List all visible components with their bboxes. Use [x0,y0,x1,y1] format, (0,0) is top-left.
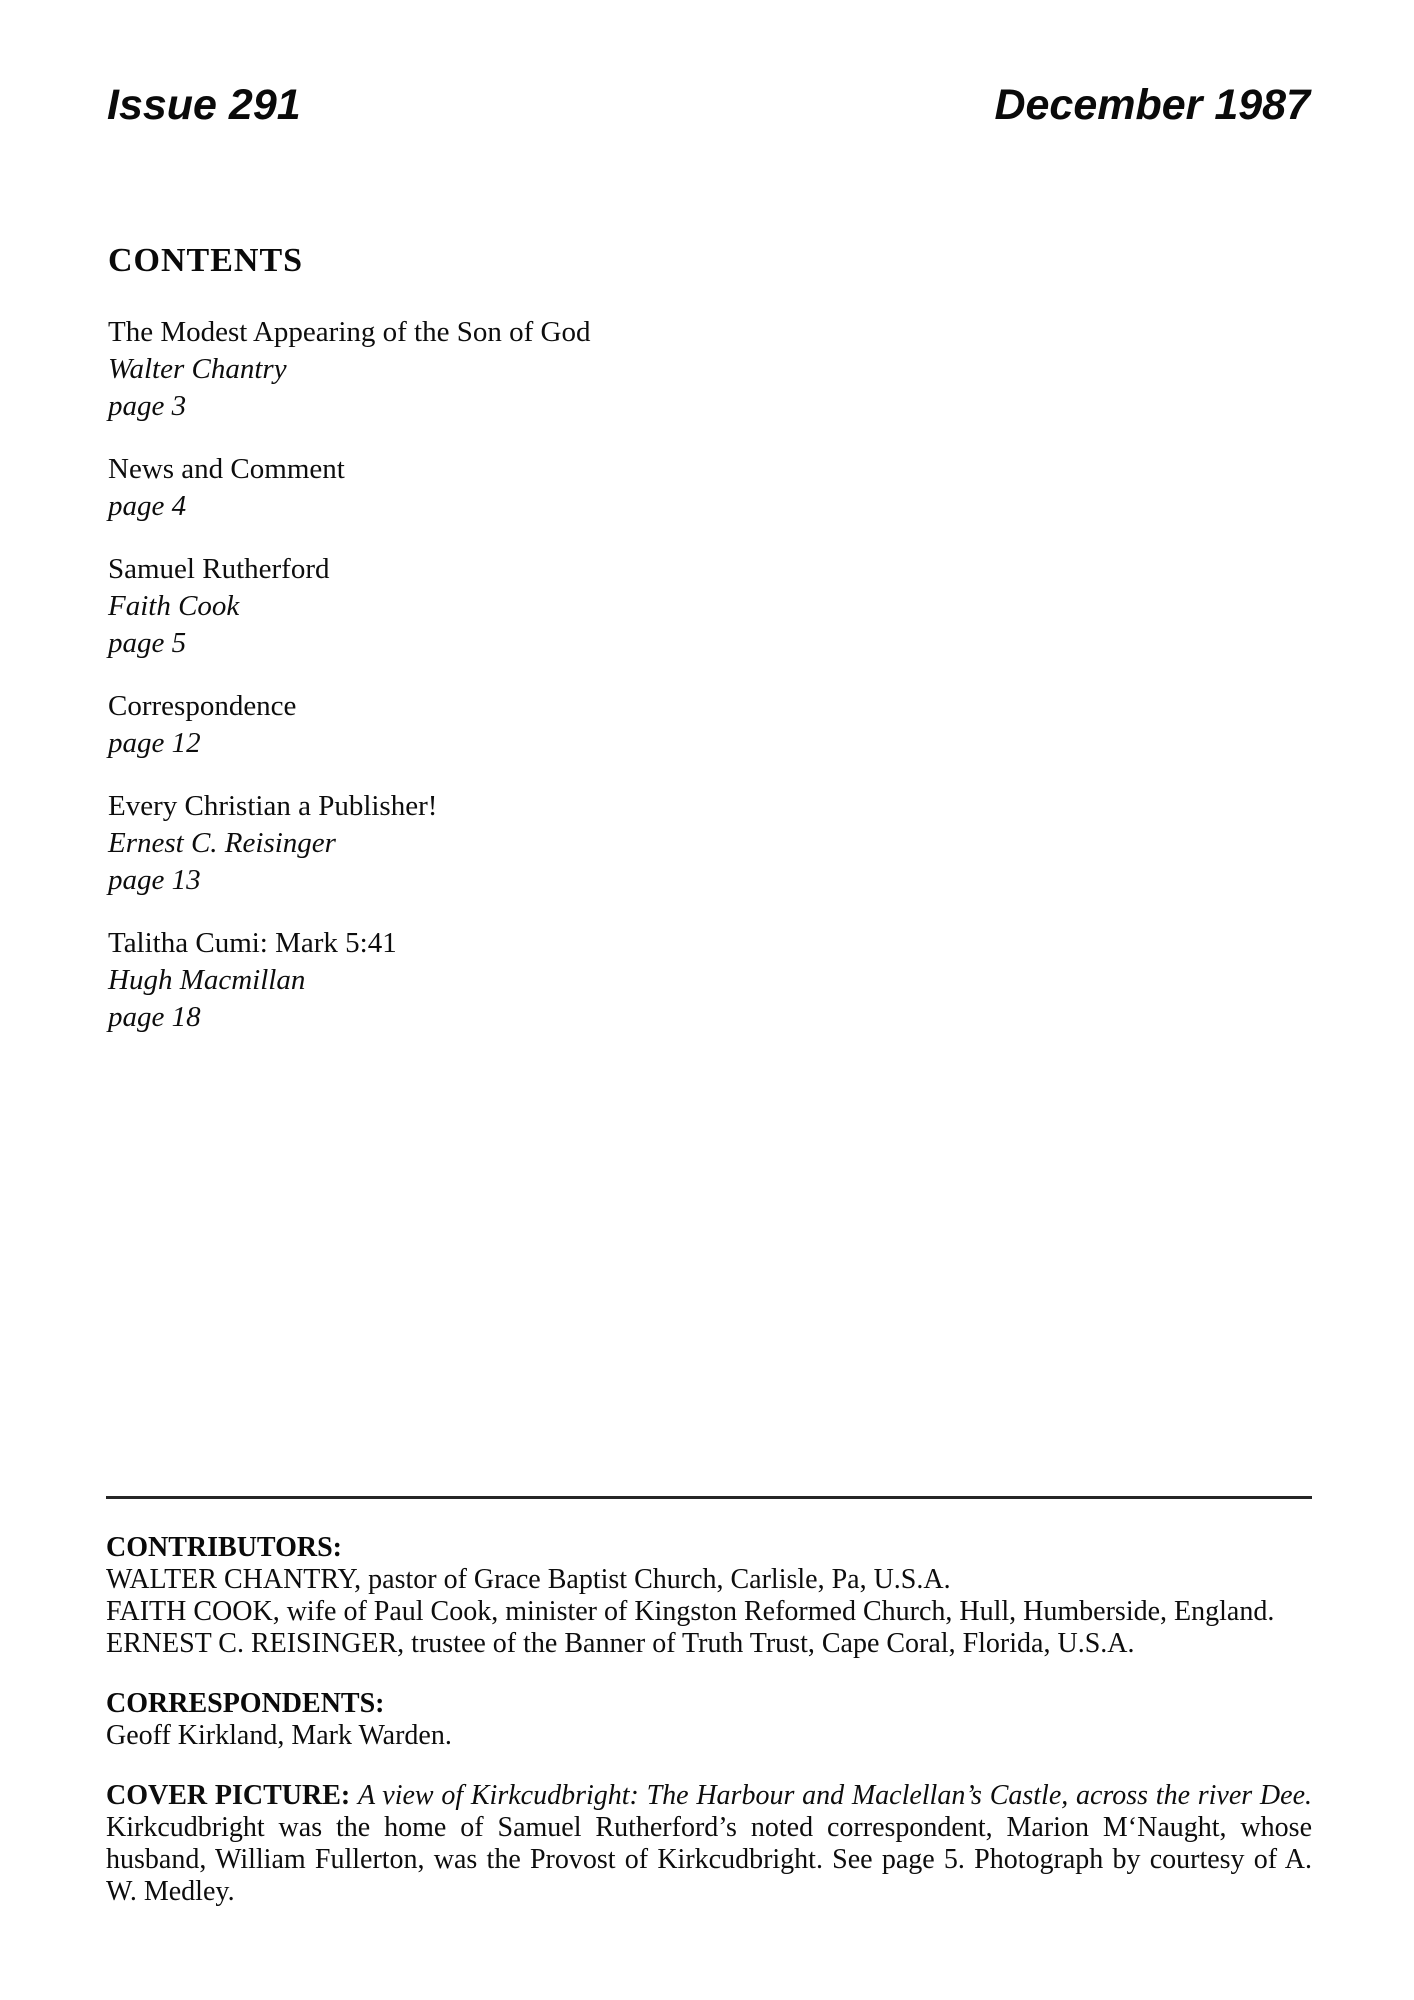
correspondents-list [106,1720,1312,1752]
contributors-heading: CONTRIBUTORS: [106,1532,342,1563]
toc-entry-page: page 3 [108,390,187,422]
correspondents-section [106,1688,1312,1752]
issue-date: December 1987 [994,81,1310,129]
correspondents-heading: CORRESPONDENTS: [106,1688,385,1719]
toc-entry-title: Every Christian a Publisher! [108,790,438,822]
toc-entry-title: The Modest Appearing of the Son of God [108,316,591,348]
toc-entry [108,314,1414,425]
cover-picture-note [106,1780,1312,1908]
toc-entry [108,925,1414,1036]
toc-entry-page: page 12 [108,727,201,759]
table-of-contents [108,314,1414,1036]
contents-heading: CONTENTS [108,242,304,279]
toc-entry [108,451,1414,525]
contributor-line: FAITH COOK, wife of Paul Cook, minister of Kingston Reformed Church, Hull, Humberside, England. [106,1596,1275,1627]
correspondent-line: Geoff Kirkland, Mark Warden. [106,1720,452,1751]
cover-picture-label: COVER PICTURE: [106,1780,351,1811]
toc-entry-page: page 5 [108,627,187,659]
toc-entry-author: Hugh Macmillan [108,964,306,996]
contributors-list [106,1564,1312,1660]
issue-number: Issue 291 [107,81,301,129]
toc-entry-page: page 18 [108,1001,201,1033]
toc-entry-title: News and Comment [108,453,345,485]
toc-entry-page: page 4 [108,490,187,522]
toc-entry-title: Correspondence [108,690,297,722]
contributors-section [106,1532,1312,1660]
contributor-line: WALTER CHANTRY, pastor of Grace Baptist Church, Carlisle, Pa, U.S.A. [106,1564,951,1595]
toc-entry [108,551,1414,662]
toc-entry [108,688,1414,762]
divider-rule [106,1496,1312,1499]
masthead [0,0,1414,127]
contributor-line: ERNEST C. REISINGER, trustee of the Banner of Truth Trust, Cape Coral, Florida, U.S.A. [106,1628,1135,1659]
toc-entry-page: page 13 [108,864,201,896]
toc-entry-author: Walter Chantry [108,353,287,385]
toc-entry-title: Talitha Cumi: Mark 5:41 [108,927,397,959]
toc-entry-author: Ernest C. Reisinger [108,827,336,859]
toc-entry-title: Samuel Rutherford [108,553,330,585]
cover-picture-caption: A view of Kirkcudbright: The Harbour and Maclellan’s Castle, across the river Dee. [357,1780,1312,1811]
footer-block [106,1496,1312,1908]
cover-picture-description: Kirkcudbright was the home of Samuel Rutherford’s noted correspondent, Marion M‘Naught, whose husband, William Fullerton, was the Provost of Kirkcudbright. See page 5. Photograph by courtesy of A. W. Medley. [106,1812,1312,1907]
toc-entry [108,788,1414,899]
toc-entry-author: Faith Cook [108,590,240,622]
